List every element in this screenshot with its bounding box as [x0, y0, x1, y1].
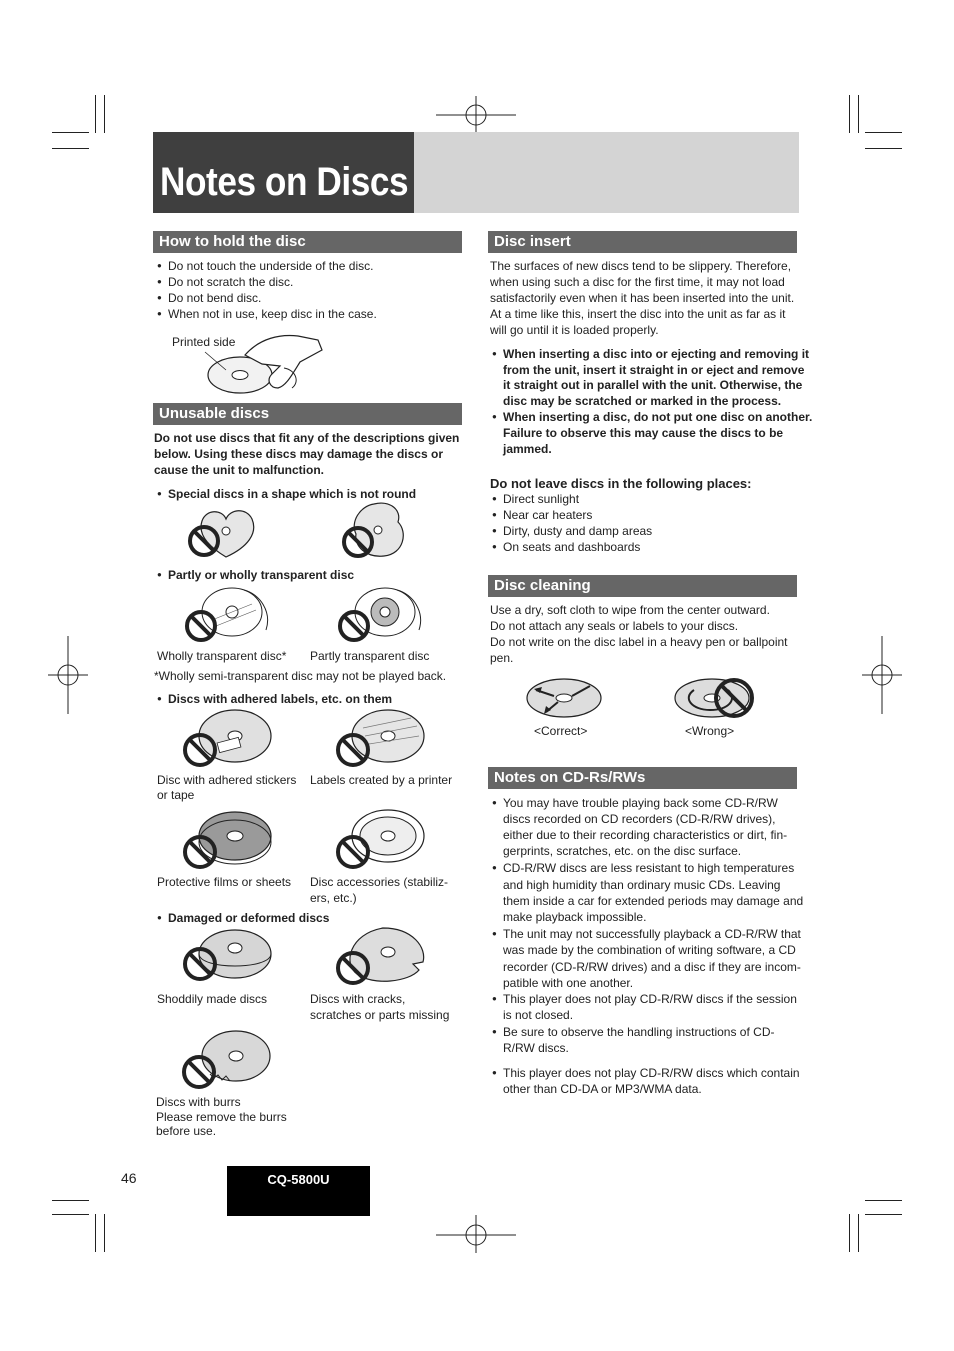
- cleaning-line: pen.: [490, 651, 514, 665]
- burrs-caption: before use.: [156, 1124, 217, 1138]
- list-item: ● You may have trouble playing back some CD-R/RW: [503, 795, 778, 811]
- warning-line: from the unit, insert it straight in or eject and remove: [503, 363, 805, 377]
- list-item-line: was made by the combination of writing software, a CD: [503, 943, 796, 957]
- printer-label-disc-illustration: [333, 708, 428, 770]
- list-item: ● Do not touch the underside of the disc.: [168, 258, 373, 274]
- disc-with-stickers-illustration: [180, 708, 275, 770]
- disc-accessory-illustration: [333, 808, 428, 870]
- accessories-caption: ers, etc.): [310, 891, 357, 905]
- unusable-intro-line: below. Using these discs may damage the discs or: [154, 447, 443, 461]
- list-item-line: either due to their recording characteristics or dirt, fin-: [503, 828, 788, 842]
- list-item-line: other than CD-DA or MP3/WMA data.: [503, 1082, 702, 1096]
- list-item-line: discs recorded on CD recorders (CD-R/RW drives),: [503, 812, 776, 826]
- list-item-line: make playback impossible.: [503, 910, 647, 924]
- films-caption: Protective films or sheets: [157, 875, 292, 889]
- list-item: ● Be sure to observe the handling instructions of CD-: [503, 1024, 774, 1040]
- registration-mark-right: [862, 636, 902, 714]
- printer-caption: Labels created by a printer: [310, 773, 453, 787]
- list-item-line: and high humidity than ordinary music CDs. Leaving: [503, 878, 781, 892]
- list-item-line: them inside a car for extended periods may damage and: [503, 894, 804, 908]
- registration-mark-top: [436, 96, 516, 136]
- list-item: ● On seats and dashboards: [503, 539, 640, 555]
- paragraph-line: satisfactorily even when it has been inserted into the unit.: [490, 291, 795, 305]
- list-item: ● This player does not play CD-R/RW discs which contain: [503, 1065, 800, 1081]
- places-heading: Do not leave discs in the following places:: [490, 476, 752, 491]
- wholly-transparent-disc-illustration: [182, 584, 277, 646]
- list-item-line: recorder (CD-R/RW drives) and a disc if they are incom-: [503, 960, 801, 974]
- section-heading-insert: Disc insert: [488, 231, 797, 253]
- list-item: ● Dirty, dusty and damp areas: [503, 523, 652, 539]
- list-item: ● Do not scratch the disc.: [168, 274, 293, 290]
- cracked-disc-illustration: [333, 924, 433, 990]
- list-item: ● Direct sunlight: [503, 491, 579, 507]
- unusable-intro-line: Do not use discs that fit any of the descriptions given: [154, 431, 460, 445]
- transparent-footnote: *Wholly semi-transparent disc may not be played back.: [154, 669, 447, 683]
- list-item-line: R/RW discs.: [503, 1041, 569, 1055]
- cleaning-line: Use a dry, soft cloth to wipe from the center outward.: [490, 603, 770, 617]
- printed-side-label: Printed side: [172, 335, 236, 349]
- wrong-label: <Wrong>: [685, 724, 735, 738]
- wrong-cleaning-illustration: [672, 674, 758, 722]
- warning-line: Failure to observe this may cause the discs to be: [503, 426, 784, 440]
- warning-line: ● When inserting a disc, do not put one disc on another.: [503, 409, 812, 425]
- wholly-transparent-caption: Wholly transparent disc*: [157, 649, 287, 663]
- list-item: ● Do not bend disc.: [168, 290, 261, 306]
- list-item-line: gerprints, scratches, etc. on the disc surface.: [503, 844, 742, 858]
- cleaning-line: Do not write on the disc label in a heavy pen or ballpoint: [490, 635, 788, 649]
- section-heading-unusable: Unusable discs: [153, 403, 462, 425]
- list-item: ● This player does not play CD-R/RW discs if the session: [503, 991, 797, 1007]
- burrs-caption: Please remove the burrs: [156, 1110, 287, 1124]
- paragraph-line: will go until it is loaded properly.: [490, 323, 659, 337]
- model-name: CQ-5800U: [267, 1172, 330, 1187]
- correct-label: <Correct>: [534, 724, 588, 738]
- accessories-caption: Disc accessories (stabiliz-: [310, 875, 449, 889]
- warning-line: jammed.: [503, 442, 552, 456]
- stickers-caption: Disc with adhered stickers: [157, 773, 297, 787]
- list-item: ● When not in use, keep disc in the case.: [168, 306, 377, 322]
- cracks-caption: Discs with cracks,: [310, 992, 406, 1006]
- partly-transparent-caption: Partly transparent disc: [310, 649, 430, 663]
- registration-mark-bottom: [436, 1215, 516, 1255]
- heart-shaped-disc-illustration: [186, 505, 266, 559]
- unusable-intro-line: cause the unit to malfunction.: [154, 463, 325, 477]
- list-item: ● CD-R/RW discs are less resistant to high temperatures: [503, 860, 794, 876]
- hand-holding-disc-illustration: [200, 330, 330, 396]
- warning-line: it straight out in parallel with the unit. Otherwise, the: [503, 378, 803, 392]
- shoddy-disc-illustration: [180, 928, 275, 990]
- warning-line: ● When inserting a disc into or ejecting and removing it: [503, 346, 809, 362]
- disc-with-burrs-illustration: [180, 1030, 275, 1092]
- page-number: 46: [121, 1170, 137, 1186]
- section-heading-hold: How to hold the disc: [153, 231, 462, 253]
- section-heading-cleaning: Disc cleaning: [488, 575, 797, 597]
- protective-film-disc-illustration: [180, 808, 275, 870]
- cracks-caption: scratches or parts missing: [310, 1008, 450, 1022]
- registration-mark-left: [48, 636, 88, 714]
- list-item: ● Near car heaters: [503, 507, 592, 523]
- page-title: Notes on Discs: [160, 160, 409, 204]
- shape-bullet: ● Special discs in a shape which is not round: [168, 486, 416, 502]
- paragraph-line: The surfaces of new discs tend to be slippery. Therefore,: [490, 259, 792, 273]
- correct-cleaning-illustration: [524, 676, 604, 720]
- list-item-line: patible with one another.: [503, 976, 634, 990]
- list-item-line: is not closed.: [503, 1008, 574, 1022]
- shoddy-caption: Shoddily made discs: [157, 992, 268, 1006]
- transparent-bullet: ● Partly or wholly transparent disc: [168, 567, 354, 583]
- stickers-caption: or tape: [157, 788, 195, 802]
- burrs-caption: Discs with burrs: [156, 1095, 241, 1109]
- cleaning-line: Do not attach any seals or labels to your discs.: [490, 619, 739, 633]
- odd-shaped-disc-illustration: [340, 500, 410, 560]
- damaged-bullet: ● Damaged or deformed discs: [168, 910, 329, 926]
- labels-bullet: ● Discs with adhered labels, etc. on them: [168, 691, 392, 707]
- paragraph-line: when using such a disc for the first time, it may not load: [490, 275, 785, 289]
- section-heading-cdr: Notes on CD-Rs/RWs: [488, 767, 797, 789]
- list-item: ● The unit may not successfully playback a CD-R/RW that: [503, 926, 801, 942]
- paragraph-line: At a time like this, insert the disc into the unit as far as it: [490, 307, 786, 321]
- warning-line: disc may be scratched or marked in the process.: [503, 394, 782, 408]
- partly-transparent-disc-illustration: [335, 584, 430, 646]
